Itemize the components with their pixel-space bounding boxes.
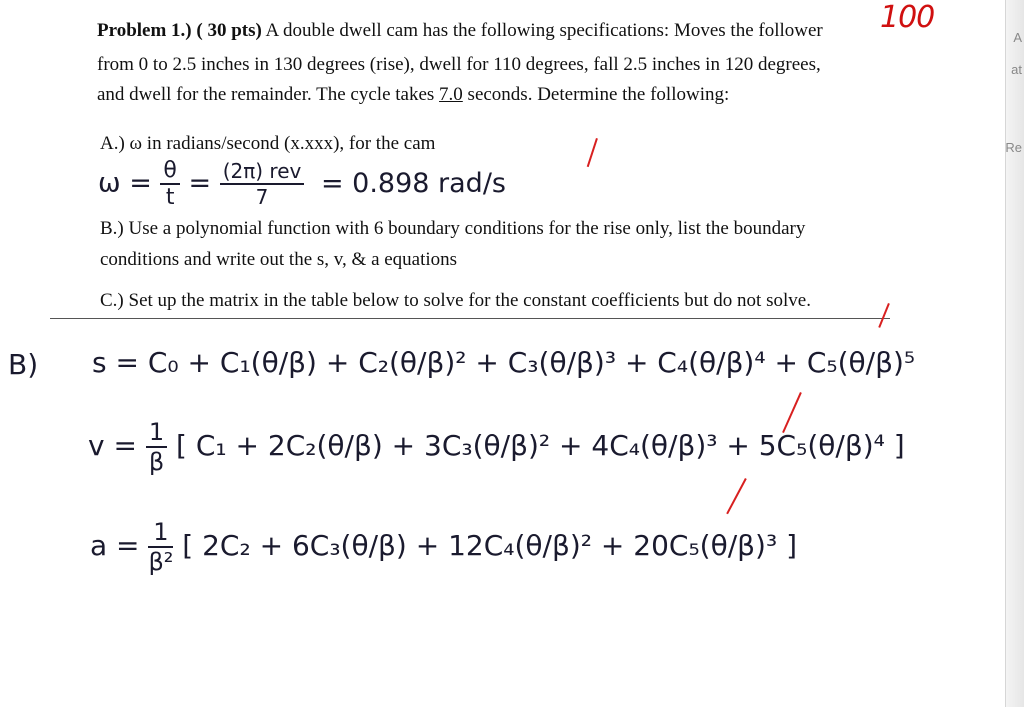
part-b-question-2: conditions and write out the s, v, & a equations [100,249,458,270]
check-mark-c [878,303,890,328]
a-lhs: a = [90,529,140,562]
problem-line-2: from 0 to 2.5 inches in 130 degrees (rise), dwell for 110 degrees, fall 2.5 inches in 120 degrees, [97,54,821,75]
part-a-question: A.) ω in radians/second (x.xxx), for the cam [100,133,436,154]
edge-label-mid: at [1011,62,1022,77]
s-lhs: s = [92,346,139,379]
work-label: B) [8,348,39,381]
problem-line-1 [97,18,823,43]
s-equation [92,346,915,379]
grade-score: 100 [880,0,935,35]
v-equation [88,418,905,476]
a-equation [90,518,797,576]
problem-line-3 [97,82,729,107]
problem-text-3c: seconds. Determine the following: [462,84,730,105]
part-a-handwork [98,158,506,210]
cycle-time-value: 7.0 [439,84,463,105]
edge-label-top: A [1013,30,1022,45]
a-prefactor: $\frac{1}{\text{β²}}$ [148,518,174,576]
a-rhs: [ 2C₂ + 6C₃(θ/β) + 12C₄(θ/β)² + 20C₅(θ/β)³ ] [182,529,797,562]
check-mark-a-eq [726,478,747,514]
problem-heading: Problem 1.) ( 30 pts) [97,20,262,41]
section-divider [50,318,890,319]
part-b-question-1: B.) Use a polynomial function with 6 boundary conditions for the rise only, list the boundary [100,218,806,239]
check-mark-a [587,138,598,167]
part-c-question: C.) Set up the matrix in the table below to solve for the constant coefficients but do not solve. [100,290,811,311]
edge-label-low: Re [1005,140,1022,155]
problem-text-3a: and dwell for the remainder. The cycle takes [97,84,440,105]
v-rhs: [ C₁ + 2C₂(θ/β) + 3C₃(θ/β)² + 4C₄(θ/β)³ + 5C₅(θ/β)⁴ ] [176,429,905,462]
equals-sign: = [188,167,212,199]
s-rhs: C₀ + C₁(θ/β) + C₂(θ/β)² + C₃(θ/β)³ + C₄(θ/β)⁴ + C₅(θ/β)⁵ [147,346,916,379]
omega-lhs: ω = [98,167,152,199]
omega-result: = 0.898 rad/s [320,167,506,199]
problem-text-1: A double dwell cam has the following specifications: Moves the follower [265,20,823,41]
theta-over-t: $\frac{\theta}{t}$ [160,158,179,210]
v-prefactor: $\frac{1}{\beta}$ [146,418,167,476]
v-lhs: v = [88,429,137,462]
two-pi-over-seven: $\frac{\text{(2π) rev}}{7}$ [220,159,305,209]
adjacent-window-edge [1005,0,1024,707]
